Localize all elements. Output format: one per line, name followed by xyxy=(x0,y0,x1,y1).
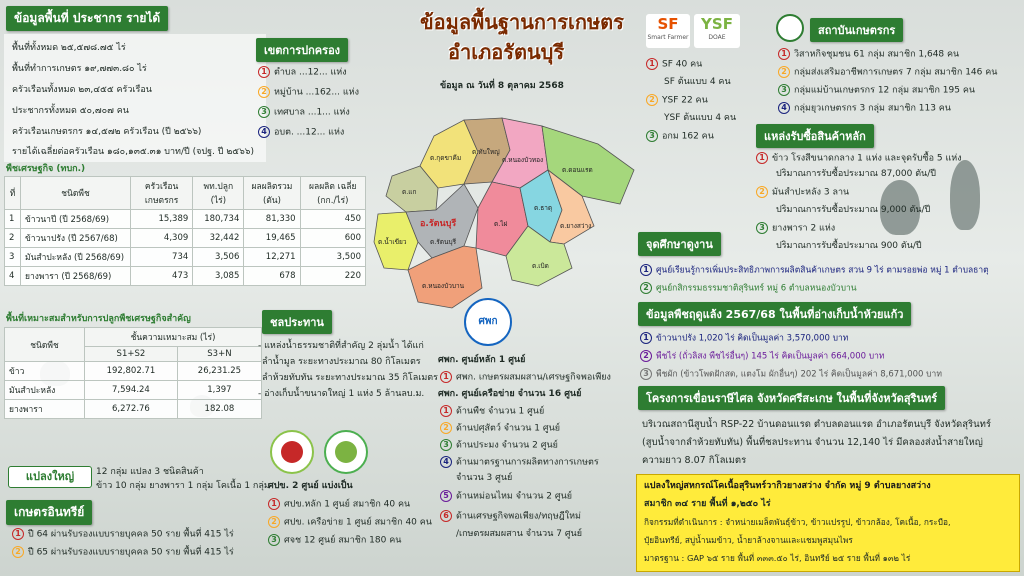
shop-logo: ศพก xyxy=(464,298,512,346)
ysf-logo: YSF DOAE xyxy=(694,14,740,48)
shop-line: 5 ด้านหม่อนไหม จำนวน 2 ศูนย์ xyxy=(440,490,572,504)
map-label: ต.ยางสว่าง xyxy=(560,222,592,230)
buyers-line: ปริมาณการรับซื้อประมาณ 87,000 ตัน/ปี xyxy=(776,169,936,179)
sf-item: YSF ต้นแบบ 4 คน xyxy=(664,113,737,123)
area-line: รายได้เฉลี่ยต่อครัวเรือน ๑๘๐,๑๓๕.๓๑ บาท/ปี (จปฐ. ปี ๒๕๖๖) xyxy=(12,147,255,157)
spk-logo xyxy=(270,430,314,474)
cell: 19,465 xyxy=(244,229,300,248)
cell: 180,734 xyxy=(193,210,244,229)
institute-logo xyxy=(776,14,804,42)
table-row xyxy=(5,400,262,419)
shop-line: 1 ด้านพืช จำนวน 1 ศูนย์ xyxy=(440,405,544,419)
irrigation-line: ลำน้ำมูล ระยะทางประมาณ 80 กิโลเมตร xyxy=(262,357,421,367)
dry-season-line: 2 พืชไร่ (ถั่วลิสง พืชไร่อื่นๆ) 145 ไร่ คิดเป็นมูลค่า 664,000 บาท xyxy=(640,350,885,364)
district-map xyxy=(372,92,642,312)
map-label: ต.เบิด xyxy=(532,262,549,270)
table-header: S3+N xyxy=(177,347,261,362)
shop-line: ศพก. ศูนย์เครือข่าย จำนวน 16 ศูนย์ xyxy=(438,389,582,399)
admin-item: 1 ตำบล ...12... แห่ง xyxy=(258,66,347,80)
background-bird xyxy=(950,160,980,230)
area-line: ครัวเรือนทั้งหมด ๒๓,๔๕๕ ครัวเรือน xyxy=(12,85,152,95)
cell: 678 xyxy=(244,267,300,286)
cell: 12,271 xyxy=(244,248,300,267)
cell: 26,231.25 xyxy=(177,362,261,381)
map-label: ต.แก xyxy=(402,188,417,196)
buyers-line: 1 ข้าว โรงสีขนาดกลาง 1 แห่ง และจุดรับซื้อ 5 แห่ง xyxy=(756,152,962,166)
cell: ยางพารา (ปี 2568/69) xyxy=(21,267,131,286)
map-label: ต.กุดขาคีม xyxy=(430,154,462,162)
organic-header: เกษตรอินทรีย์ xyxy=(6,500,92,525)
project-line: บริเวณสถานีสูบน้ำ RSP-22 บ้านดอนแรด ตำบลดอนแรด อำเภอรัตนบุรี จังหวัดสุรินทร์ xyxy=(642,419,991,430)
coop-line: กิจกรรมที่ดำเนินการ : จำหน่ายเมล็ดพันธุ์ข้าว, ข้าวแปรรูป, ข้าวกล้อง, โคเนื้อ, กระบือ, xyxy=(644,517,951,527)
admin-item: 4 อบต. ...12... แห่ง xyxy=(258,126,344,140)
cell: 3,500 xyxy=(300,248,365,267)
sjch-logo xyxy=(324,430,368,474)
organic-line: 1 ปี 64 ผ่านรับรองแบบรายบุคคล 50 ราย พื้นที่ 415 ไร่ xyxy=(12,528,234,542)
project-line: (สูบน้ำจากลำห้วยทับทัน) พื้นที่ชลประทาน จำนวน 12,140 ไร่ มีคลองส่งน้ำสายใหญ่ xyxy=(642,437,983,448)
organic-line: 2 ปี 65 ผ่านรับรองแบบรายบุคคล 50 ราย พื้นที่ 415 ไร่ xyxy=(12,546,234,560)
map-label: ต.ดอนแรด xyxy=(562,166,593,174)
sf-item: 2 YSF 22 คน xyxy=(646,94,708,108)
cell: 4 xyxy=(5,267,21,286)
cell: 1,397 xyxy=(177,381,261,400)
cell: 2 xyxy=(5,229,21,248)
area-line: ประชากรทั้งหมด ๕๐,๗๐๗ คน xyxy=(12,106,129,116)
table-header: S1+S2 xyxy=(85,347,178,362)
admin-item: 3 เทศบาล ...1... แห่ง xyxy=(258,106,350,120)
spk-line: 2 ศปข. เครือข่าย 1 ศูนย์ สมาชิก 40 คน xyxy=(268,516,432,530)
institute-item: 3 กลุ่มแม่บ้านเกษตรกร 12 กลุ่ม สมาชิก 195 คน xyxy=(778,84,975,98)
table-row xyxy=(5,229,366,248)
map-center-label: อ.รัตนบุรี xyxy=(420,219,457,229)
buyers-line: ปริมาณการรับซื้อประมาณ 900 ตัน/ปี xyxy=(776,241,922,251)
institute-item: 2 กลุ่มส่งเสริมอาชีพการเกษตร 7 กลุ่ม สมาชิก 146 คน xyxy=(778,66,997,80)
spk-line: 3 ศจช 12 ศูนย์ สมาชิก 180 คน xyxy=(268,534,401,548)
cell: 1 xyxy=(5,210,21,229)
spk-line: ศปข. 2 ศูนย์ แบ่งเป็น xyxy=(268,481,353,491)
data-date: ข้อมูล ณ วันที่ 8 ตุลาคม 2568 xyxy=(440,81,564,91)
map-label: ต.หนองบัวบาน xyxy=(422,282,465,290)
institute-item: 1 วิสาหกิจชุมชน 61 กลุ่ม สมาชิก 1,648 คน xyxy=(778,48,959,62)
cell: 7,594.24 xyxy=(85,381,178,400)
cell: มันสำปะหลัง xyxy=(5,381,85,400)
admin-header: เขตการปกครอง xyxy=(256,38,348,62)
cell: 192,802.71 xyxy=(85,362,178,381)
dry-season-header: ข้อมูลพืชฤดูแล้ง 2567/68 ในพื้นที่อ่างเก็บน้ำห้วยแก้ว xyxy=(638,302,911,326)
cell: 32,442 xyxy=(193,229,244,248)
cell: 734 xyxy=(131,248,193,267)
irrigation-line: ลำห้วยทับทัน ระยะทางประมาณ 35 กิโลเมตร xyxy=(262,373,438,383)
area-line: พื้นที่ทั้งหมด ๒๕,๕๗๘.๗๕ ไร่ xyxy=(12,43,126,53)
shop-line: 6 ด้านเศรษฐกิจพอเพียง/ทฤษฎีใหม่ xyxy=(440,510,581,524)
table-row xyxy=(5,248,366,267)
cell: 473 xyxy=(131,267,193,286)
map-region-nongbuaban xyxy=(408,246,482,308)
irrigation-line: - แหล่งน้ำธรรมชาติที่สำคัญ 2 ลุ่มน้ำ ได้แก่ xyxy=(258,341,424,351)
buyers-header: แหล่งรับซื้อสินค้าหลัก xyxy=(756,124,874,148)
cell: 182.08 xyxy=(177,400,261,419)
coop-line: สมาชิก ๓๔ ราย พื้นที่ ๑,๒๕๐ ไร่ xyxy=(644,499,771,509)
table-row xyxy=(5,362,262,381)
admin-item: 2 หมู่บ้าน ...162... แห่ง xyxy=(258,86,359,100)
cell: 220 xyxy=(300,267,365,286)
page-title: ข้อมูลพื้นฐานการเกษตร xyxy=(420,10,624,34)
buyers-line: 3 ยางพารา 2 แห่ง xyxy=(756,222,835,236)
dry-season-line: 3 พืชผัก (ข้าวโพดฝักสด, แตงโม ผักอื่นๆ) 202 ไร่ คิดเป็นมูลค่า 8,671,000 บาท xyxy=(640,368,942,382)
table-row xyxy=(5,381,262,400)
suitable-area-table xyxy=(4,327,262,419)
suitable-area-title: พื้นที่เหมาะสมสำหรับการปลูกพืชเศรษฐกิจสำคัญ xyxy=(6,314,191,324)
buyers-line: ปริมาณการรับซื้อประมาณ 9,000 ตัน/ปี xyxy=(776,205,931,215)
sf-item: 1 SF 40 คน xyxy=(646,58,702,72)
coop-line: ปุ๋ยอินทรีย์, สบู่น้ำนมข้าว, น้ำยาล้างจานและแชมพูสมุนไพร xyxy=(644,535,853,545)
shop-line: จำนวน 3 ศูนย์ xyxy=(456,473,513,483)
map-label: ต.น้ำเขียว xyxy=(378,238,407,246)
cell: 600 xyxy=(300,229,365,248)
table-header: ชั้นความเหมาะสม (ไร่) xyxy=(85,328,262,347)
cell: 4,309 xyxy=(131,229,193,248)
table-row xyxy=(5,210,366,229)
table-row xyxy=(5,267,366,286)
econ-crops-table xyxy=(4,176,366,286)
dry-season-line: 1 ข้าวนาปรัง 1,020 ไร่ คิดเป็นมูลค่า 3,570,000 บาท xyxy=(640,332,848,346)
shop-line: 3 ด้านประมง จำนวน 2 ศูนย์ xyxy=(440,439,558,453)
institute-item: 4 กลุ่มยุวเกษตรกร 3 กลุ่ม สมาชิก 113 คน xyxy=(778,102,951,116)
cell: ข้าว xyxy=(5,362,85,381)
institute-header: สถาบันเกษตรกร xyxy=(810,18,903,42)
cell: ยางพารา xyxy=(5,400,85,419)
buyers-line: 2 มันสำปะหลัง 3 ลาน xyxy=(756,186,849,200)
map-label: ต.รัตนบุรี xyxy=(430,238,457,246)
irrigation-line: - อ่างเก็บน้ำขนาดใหญ่ 1 แห่ง 5 ล้านลบ.ม. xyxy=(258,389,425,399)
spk-line: 1 ศปข.หลัก 1 ศูนย์ สมาชิก 40 คน xyxy=(268,498,410,512)
plaeng-yai-logo: แปลงใหญ่ xyxy=(8,466,92,488)
irrigation-header: ชลประทาน xyxy=(262,310,332,334)
cell: 15,389 xyxy=(131,210,193,229)
area-population-header: ข้อมูลพื้นที่ ประชากร รายได้ xyxy=(6,6,168,31)
shop-line: 2 ด้านปศุสัตว์ จำนวน 1 ศูนย์ xyxy=(440,422,560,436)
table-header: ชนิดพืช xyxy=(5,328,85,362)
project-header: โครงการเขื่อนราษีไศล จังหวัดศรีสะเกษ ในพื้นที่จังหวัดสุรินทร์ xyxy=(638,386,945,410)
study-line: 2 ศูนย์กสิกรรมธรรมชาติสุรินทร์ หมู่ 6 ตำบลหนองบัวบาน xyxy=(640,282,857,296)
shop-line: 4 ด้านมาตรฐานการผลิตทางการเกษตร xyxy=(440,456,599,470)
table-header: ชนิดพืช xyxy=(21,177,131,210)
area-line: ครัวเรือนเกษตรกร ๑๔,๕๗๒ ครัวเรือน (ปี ๒๕๖๖) xyxy=(12,127,202,137)
cell: ข้าวนาปี (ปี 2568/69) xyxy=(21,210,131,229)
econ-crops-title: พืชเศรษฐกิจ (ทบก.) xyxy=(6,164,86,174)
table-header: ครัวเรือน เกษตรกร xyxy=(131,177,193,210)
cell: ข้าวนาปรัง (ปี 2567/68) xyxy=(21,229,131,248)
plaeng-yai-line: ข้าว 10 กลุ่ม ยางพารา 1 กลุ่ม โคเนื้อ 1 กลุ่ม xyxy=(96,481,270,491)
cell: 6,272.76 xyxy=(85,400,178,419)
project-line: ความยาว 8.07 กิโลเมตร xyxy=(642,455,747,466)
district-title: อำเภอรัตนบุรี xyxy=(448,40,565,64)
cell: มันสำปะหลัง (ปี 2568/69) xyxy=(21,248,131,267)
coop-line: มาตรฐาน : GAP ๖๕ ราย พื้นที่ ๓๓๓.๕๐ ไร่, อินทรีย์ ๒๕ ราย พื้นที่ ๑๓๒ ไร่ xyxy=(644,553,911,563)
study-header: จุดศึกษาดูงาน xyxy=(638,232,721,256)
map-label: ต.ธาตุ xyxy=(534,204,553,212)
map-label: ต.หนองบัวทอง xyxy=(502,156,544,164)
shop-line: 1 ศพก. เกษตรผสมผสาน/เศรษฐกิจพอเพียง xyxy=(440,371,611,385)
table-header: พท.ปลูก (ไร่) xyxy=(193,177,244,210)
cell: 450 xyxy=(300,210,365,229)
cell: 3 xyxy=(5,248,21,267)
study-line: 1 ศูนย์เรียนรู้การเพิ่มประสิทธิภาพการผลิตสินค้าเกษตร สวน 9 ไร่ ตามรอยพ่อ หมู่ 1 ตำบลธาตุ xyxy=(640,264,989,278)
plaeng-yai-line: 12 กลุ่ม แปลง 3 ชนิดสินค้า xyxy=(96,467,204,477)
table-header: ผลผลิตรวม (ตัน) xyxy=(244,177,300,210)
table-header: ผลผลิต เฉลี่ย (กก./ไร่) xyxy=(300,177,365,210)
coop-title: แปลงใหญ่สหกรณ์โคเนื้อสุรินทร์วากิวยางสว่าง จำกัด หมู่ 9 ตำบลยางสว่าง xyxy=(644,481,931,491)
sf-item: 3 อกม 162 คน xyxy=(646,130,714,144)
sf-logo: SF Smart Farmer xyxy=(646,14,690,48)
cell: 3,085 xyxy=(193,267,244,286)
area-line: พื้นที่ทำการเกษตร ๑๙,๗๗๓.๘๐ ไร่ xyxy=(12,64,147,74)
shop-line: ศพก. ศูนย์หลัก 1 ศูนย์ xyxy=(438,355,526,365)
sf-item: SF ต้นแบบ 4 คน xyxy=(664,77,731,87)
map-label: ต.ไผ่ xyxy=(494,220,508,228)
table-header: ที่ xyxy=(5,177,21,210)
shop-line: /เกษตรผสมผสาน จำนวน 7 ศูนย์ xyxy=(456,529,582,539)
cell: 3,506 xyxy=(193,248,244,267)
map-label: ต.ทับใหญ่ xyxy=(472,148,500,156)
cell: 81,330 xyxy=(244,210,300,229)
